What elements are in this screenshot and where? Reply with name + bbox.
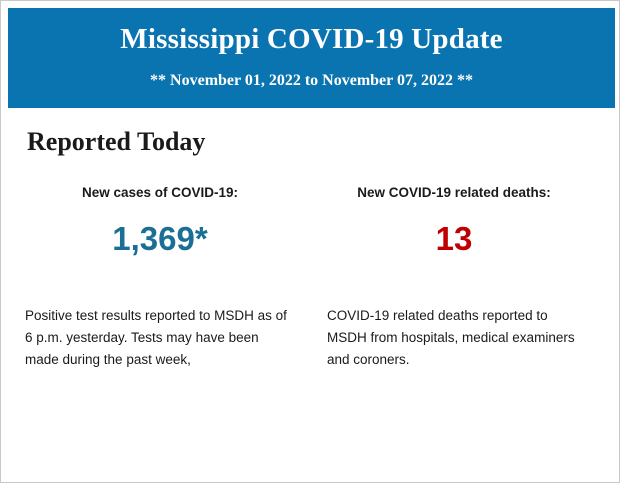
- note-new-deaths: [307, 305, 601, 371]
- note-new-cases: [13, 305, 307, 371]
- note-new-cases-text: Positive test results reported to MSDH as of 6 p.m. yesterday. Tests may have been made during the past week,: [25, 307, 287, 367]
- stat-new-cases-label: New cases of COVID-19:: [81, 184, 239, 200]
- section-heading: Reported Today: [27, 126, 206, 156]
- stat-new-deaths: [307, 185, 601, 255]
- stat-new-deaths-label: New COVID-19 related deaths:: [357, 184, 551, 200]
- stats-row: [1, 185, 619, 255]
- stat-new-cases-value: 1,369*: [112, 219, 208, 257]
- date-range: ** November 01, 2022 to November 07, 2022 **: [150, 71, 473, 89]
- stat-new-cases: [13, 185, 307, 255]
- notes-row: [1, 305, 619, 371]
- stat-new-deaths-value: 13: [435, 219, 473, 257]
- page-title: Mississippi COVID-19 Update: [120, 23, 503, 55]
- note-new-deaths-text: COVID-19 related deaths reported to MSDH from hospitals, medical examiners and coroners.: [327, 307, 575, 367]
- page-banner: [8, 8, 615, 108]
